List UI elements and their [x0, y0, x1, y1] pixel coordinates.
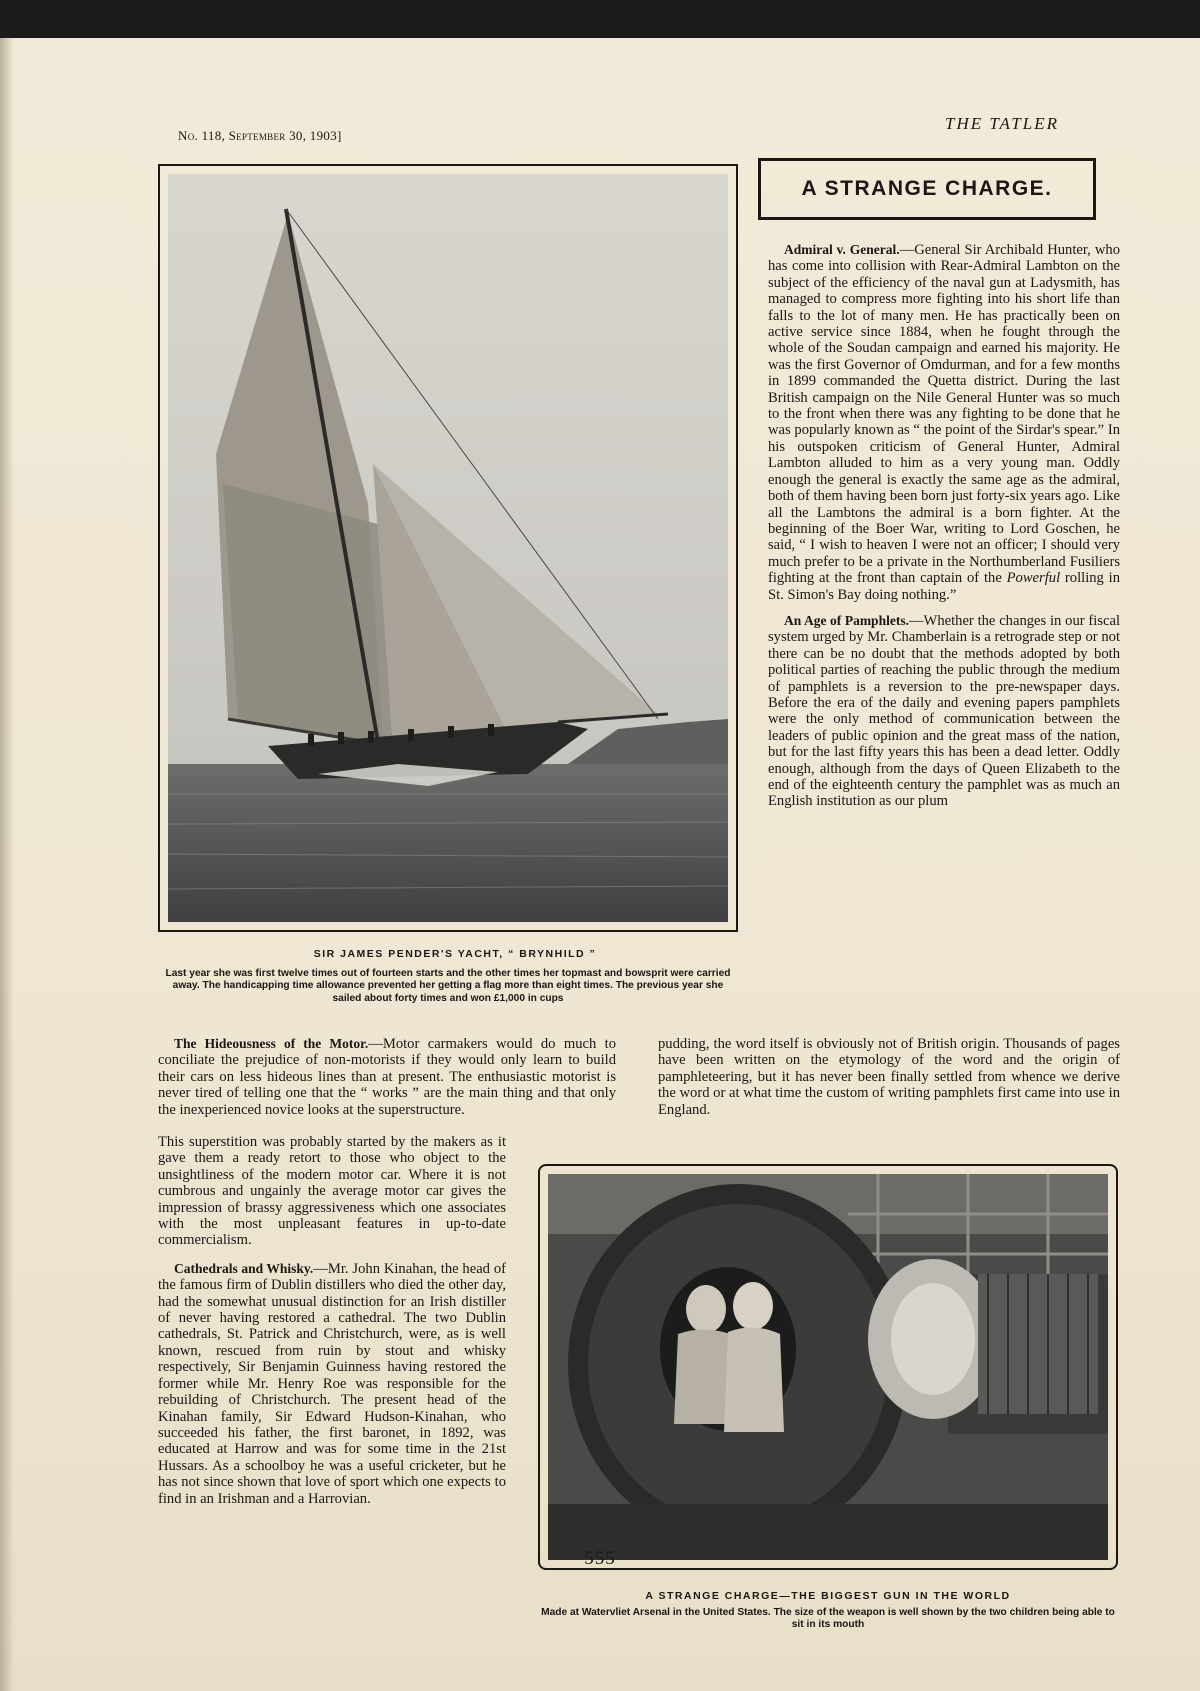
yacht-caption-body: Last year she was first twelve times out of fourteen starts and the other times her topmast and bowsprit were carried away. The handicapping time allowance prevented her getting a flag more than eight times. The previous year she sailed about forty times and won £1,000 in cups: [165, 968, 731, 1004]
gun-illustration: [548, 1174, 1108, 1560]
motor-continuation: This superstition was probably started by the makers as it gave them a ready retort to those who object to the unsightliness of the modern motor car. Where it is not cumbrous and ungainly the average motor car gives the impression of brassy aggressiveness which one associates with the most unpleasant features in up-to-date commercialism.: [158, 1134, 506, 1249]
page-number: 555: [584, 1548, 616, 1569]
paragraph-cathedrals: [158, 1261, 506, 1507]
paragraph-admiral-v-general: [768, 242, 1120, 603]
page-edge-shadow: [0, 38, 14, 1691]
yacht-photo: [158, 164, 738, 932]
pamphlets-continuation: [658, 1036, 1120, 1118]
publication-name: THE TATLER: [945, 114, 1059, 133]
ship-name: Powerful: [1006, 570, 1061, 587]
gun-caption-title: A STRANGE CHARGE—THE BIGGEST GUN IN THE WORLD: [645, 1590, 1011, 1602]
run-in-head-cathedrals: Cathedrals and Whisky.: [174, 1260, 314, 1276]
run-in-head-motor: The Hideousness of the Motor.: [174, 1036, 369, 1051]
pamphlets-continuation-text: pudding, the word itself is obviously not of British origin. Thousands of pages have been written on the etymology of the word and the origin of pamphleteering, but it has never been finally settled from whence we derive the word or at what time the custom of writing pamphlets first came into use in England.: [658, 1036, 1120, 1118]
gun-caption-body: Made at Watervliet Arsenal in the United States. The size of the weapon is well shown by the two children being able to sit in its mouth: [541, 1607, 1115, 1631]
yacht-illustration: [168, 174, 728, 922]
yacht-caption-title: SIR JAMES PENDER'S YACHT, “ BRYNHILD ”: [313, 948, 597, 960]
motor-text: —Motor carmakers would do much to conciliate the prejudice of non-motorists if they would only learn to build their cars on less hideous lines than at present. The enthusiastic motorist is never tired of telling one that the “ works ” are the main thing and that only the inexperienced novice looks at the superstructure.: [158, 1036, 616, 1118]
paragraph-age-of-pamphlets: [768, 613, 1120, 810]
admiral-text-tail: rolling in St. Simon's Bay doing nothing.”: [768, 570, 1120, 603]
article-title-box: [758, 158, 1096, 220]
paragraph-motor: [158, 1036, 616, 1118]
admiral-text: —General Sir Archibald Hunter, who has come into collision with Rear-Admiral Lambton on the subject of the efficiency of the naval gun at Ladysmith, has managed to compress more fighting into his short life than falls to the lot of many men. He has practically been on active service since 1884, when he fought through the whole of the Soudan campaign and earned his majority. He was the first Governor of Omdurman, and for a few months in 1899 commanded the Quetta district. During the last British campaign on the Nile General Hunter was so much to the front when there was any fighting to be done that he was popularly known as “ the point of the Sirdar's spear.” In his outspoken criticism of General Hunter, Admiral Lambton alluded to him as a very young man. Oddly enough the general is exactly the same age as the admiral, both of them having been born just forty-six years ago. Like all the Lambtons the admiral is a born fighter. At the beginning of the Boer War, writing to Lord Goschen, he said, “ I wish to heaven I were not an officer; I should very much prefer to be a private in the Northumberland Fusiliers fighting at the front than captain of the: [768, 242, 1120, 587]
cathedrals-text: —Mr. John Kinahan, the head of the famous firm of Dublin distillers who died the other day, had the somewhat unusual distinction for an Irish distiller of never having restored a cathedral. The two Dublin cathedrals, St. Patrick and Christchurch, were, as is well known, rescued from ruin by stout and whisky respectively, Sir Benjamin Guinness having restored the former while Mr. Henry Roe was responsible for the rebuilding of Christchurch. The present head of the Kinahan family, Sir Edward Hudson-Kinahan, who succeeded his father, the first baronet, in 1892, was educated at Harrow and was for some time in the 21st Hussars. As a schoolboy he was a useful cricketer, but he has not since shown that love of sport which one expects to find in an Irishman and a Harrovian.: [158, 1260, 506, 1507]
pamphlets-text: —Whether the changes in our fiscal system urged by Mr. Chamberlain is a retrograde step or not there can be no doubt that the methods adopted by both political parties of reaching the public through the medium of pamphlets is a reversion to the pre-newspaper days. Before the era of the daily and evening papers pamphlets were the only method of communication between the leaders of public opinion and the great mass of the nation, but for the last fifty years this has been a dead letter. Oddly enough, although from the days of Queen Elizabeth to the end of the eighteenth century the pamphlet was as much an English institution as our plum: [768, 612, 1121, 810]
run-in-head-pamphlets: An Age of Pamphlets.: [784, 612, 909, 628]
run-in-head-admiral: Admiral v. General.: [784, 242, 900, 257]
motor-paragraph: [158, 1036, 616, 1118]
magazine-page: [0, 38, 1200, 1691]
right-column: [768, 242, 1120, 810]
left-column-lower: [158, 1134, 506, 1507]
issue-line: No. 118, September 30, 1903]: [178, 128, 342, 143]
article-title: A STRANGE CHARGE.: [801, 177, 1053, 200]
gun-photo: [538, 1164, 1118, 1570]
